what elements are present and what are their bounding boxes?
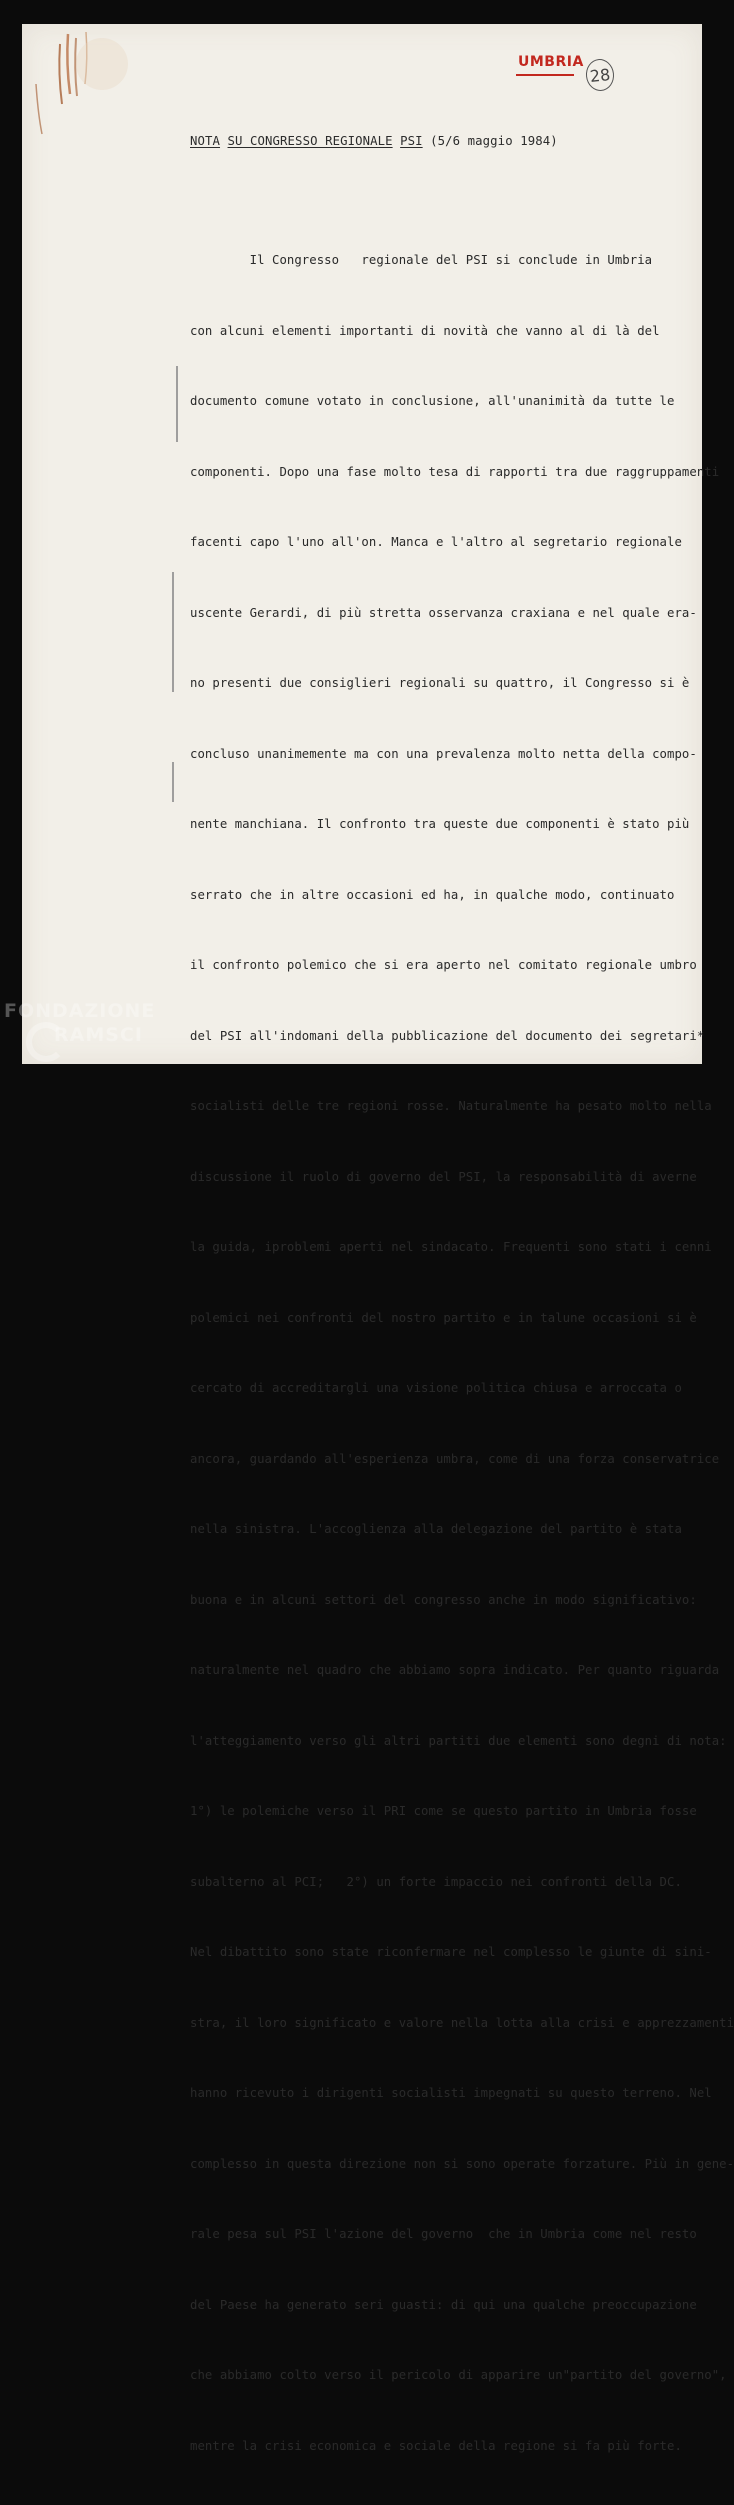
margin-line-1 — [176, 366, 178, 442]
body-line: serrato che in altre occasioni ed ha, in qualche modo, continuato — [190, 887, 675, 902]
body-line: componenti. Dopo una fase molto tesa di rapporti tra due raggruppamenti — [190, 464, 720, 479]
document-title — [190, 134, 558, 148]
watermark-line-1: FONDAZIONE — [4, 1000, 156, 1022]
region-underline — [516, 74, 574, 76]
body-line: subalterno al PCI; 2°) un forte impaccio nei confronti della DC. — [190, 1874, 682, 1889]
title-part-1: NOTA — [190, 134, 221, 148]
body-line: no presenti due consiglieri regionali su quattro, il Congresso si è — [190, 676, 690, 690]
body-line: rale pesa sul PSI l'azione del governo che in Umbria come nel resto — [190, 2227, 697, 2241]
body-line: concluso unanimemente ma con una prevalenza molto netta della compo- — [190, 746, 697, 761]
title-part-2: SU CONGRESSO REGIONALE — [227, 134, 393, 148]
watermark-line-2: RAMSCI — [54, 1024, 143, 1046]
title-part-3: PSI — [400, 134, 423, 148]
body-line: uscente Gerardi, di più stretta osservanza craxiana e nel quale era- — [190, 605, 697, 620]
margin-line-2 — [172, 572, 174, 692]
margin-line-3 — [172, 762, 174, 802]
body-line: la guida, iproblemi aperti nel sindacato. Frequenti sono stati i cenni — [190, 1240, 712, 1254]
document-page — [22, 24, 734, 2453]
body-line: stra, il loro significato e valore nella lotta alla crisi e apprezzamenti — [190, 2015, 734, 2030]
body-line: facenti capo l'uno all'on. Manca e l'altro al segretario regionale — [190, 535, 682, 549]
body-line: del Paese ha generato seri guasti: di qui una qualche preoccupazione — [190, 2297, 697, 2312]
region-tag: UMBRIA — [518, 54, 584, 70]
header-annotations — [502, 54, 642, 104]
title-part-4: (5/6 maggio 1984) — [430, 134, 558, 148]
body-line: discussione il ruolo di governo del PSI, la responsabilità di averne — [190, 1169, 697, 1184]
body-line: Il Congresso regionale del PSI si conclude in Umbria — [190, 253, 653, 267]
body-line: con alcuni elementi importanti di novità che vanno al di là del — [190, 323, 660, 338]
body-line: socialisti delle tre regioni rosse. Naturalmente ha pesato molto nella — [190, 1099, 712, 1113]
body-line: del PSI all'indomani della pubblicazione del documento dei segretari* — [190, 1028, 705, 1043]
body-line: 1°) le polemiche verso il PRI come se questo partito in Umbria fosse — [190, 1804, 697, 1818]
body-line: mentre la crisi economica e sociale della regione si fa più forte. — [190, 2438, 682, 2453]
body-line: buona e in alcuni settori del congresso anche in modo significativo: — [190, 1592, 697, 1607]
body-line: polemici nei confronti del nostro partito e in talune occasioni si è — [190, 1310, 697, 1325]
body-line: hanno ricevuto i dirigenti socialisti impegnati su questo terreno. Nel — [190, 2086, 712, 2100]
body-line: naturalmente nel quadro che abbiamo sopra indicato. Per quanto riguarda — [190, 1663, 720, 1677]
document-body — [190, 202, 734, 2505]
archive-watermark — [4, 1000, 184, 1076]
page-number: 28 — [584, 58, 615, 93]
body-line: nente manchiana. Il confronto tra queste due componenti è stato più — [190, 817, 690, 831]
body-line: cercato di accreditargli una visione politica chiusa e arroccata o — [190, 1381, 682, 1395]
rust-stain-marks — [22, 24, 162, 164]
body-line: Nel dibattito sono state riconfermare nel complesso le giunte di sini- — [190, 1945, 712, 1959]
body-line: l'atteggiamento verso gli altri partiti due elementi sono degni di nota: — [190, 1733, 727, 1748]
body-line: documento comune votato in conclusione, all'unanimità da tutte le — [190, 394, 675, 408]
body-line: che abbiamo colto verso il pericolo di apparire un"partito del governo", — [190, 2368, 727, 2382]
body-line: il confronto polemico che si era aperto nel comitato regionale umbro — [190, 958, 697, 972]
body-line: complesso in questa direzione non si sono operate forzature. Più in gene- — [190, 2156, 734, 2171]
body-line: nella sinistra. L'accoglienza alla delegazione del partito è stata — [190, 1522, 682, 1536]
body-line: ancora, guardando all'esperienza umbra, come di una forza conservatrice — [190, 1451, 720, 1466]
